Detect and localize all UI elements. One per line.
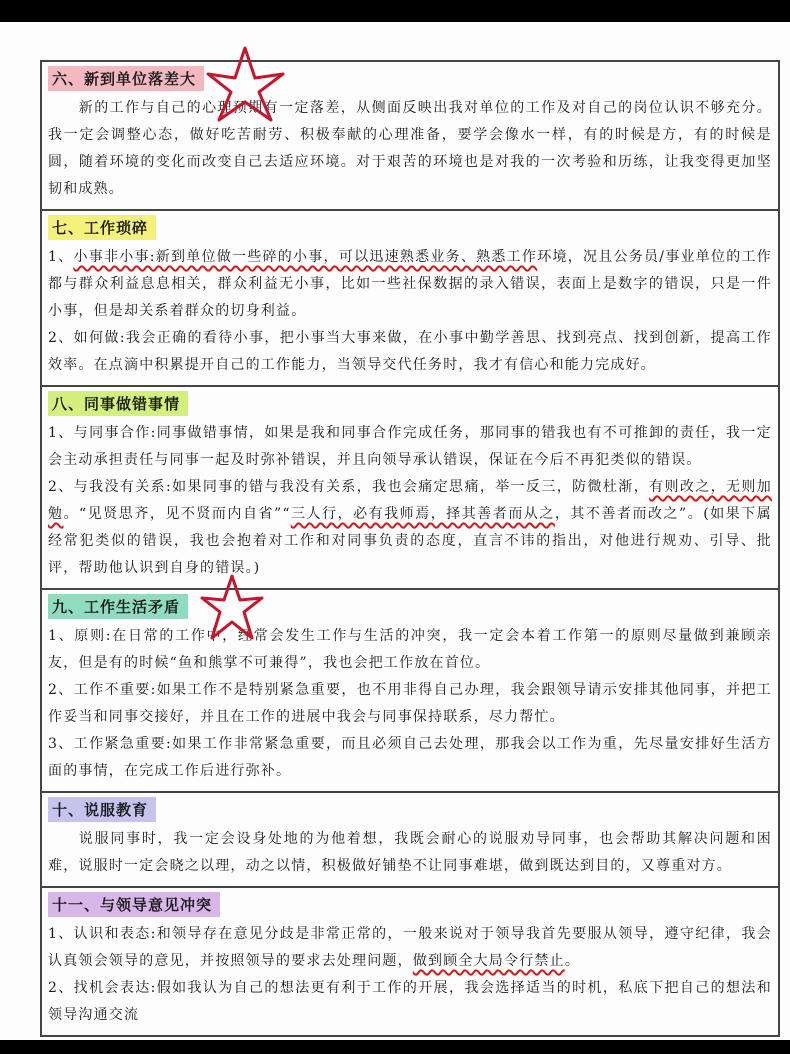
section-9-point-1: 1、原则:在日常的工作中，经常会发生工作与生活的冲突，我一定会本着工作第一的原则尽量做到兼顾亲友，但是有的时候“鱼和熊掌不可兼得”，我也会把工作放在首位。	[48, 628, 772, 671]
section-6-title: 六、新到单位落差大	[48, 66, 204, 91]
section-6	[40, 60, 780, 209]
section-9-point-3: 3、工作紧急重要:如果工作非常紧急重要，而且必须自己去处理，那我会以工作为重，先尽量安排好生活方面的事情，在完成工作后进行弥补。	[48, 736, 772, 779]
handwritten-underline: 小事非小事:新到单位做一些碎的小事，可以迅速熟悉业务、熟悉工作	[73, 249, 538, 265]
section-7-title: 七、工作琐碎	[48, 215, 156, 240]
section-7-point-1	[48, 244, 772, 325]
section-8-title: 八、同事做错事情	[48, 391, 188, 416]
section-7-point-2: 2、如何做:我会正确的看待小事，把小事当大事来做，在小事中勤学善思、找到亮点、找到创新，提高工作效率。在点滴中积累提开自己的工作能力，当领导交代任务时，我才有信心和能力完成好。	[48, 330, 772, 373]
bottom-black-bar	[0, 1040, 790, 1054]
section-10-title: 十、说服教育	[48, 797, 156, 822]
section-10	[40, 791, 780, 886]
section-9-title: 九、工作生活矛盾	[48, 594, 188, 619]
section-8-point-1: 1、与同事合作:同事做错事情，如果是我和同事合作完成任务，那同事的错我也有不可推卸的责任，我一定会主动承担责任与同事一起及时弥补错误，并且向领导承认错误，保证在今后不再犯类似的错误。	[48, 425, 772, 468]
section-11-point-2: 2、找机会表达:假如我认为自己的想法更有利于工作的开展，我会选择适当的时机，私底下把自己的想法和领导沟通交流	[48, 980, 772, 1023]
text-run: 。“见贤思齐，见不贤而内自省”“	[63, 506, 291, 522]
text-run: 。	[564, 953, 581, 969]
section-11-title: 十一、与领导意见冲突	[48, 892, 220, 917]
section-9-point-2: 2、工作不重要:如果工作不是特别紧急重要，也不用非得自己办理，我会跟领导请示安排其他同事，并把工作妥当和同事交接好，并且在工作的进展中我会与同事保持联系，尽力帮忙。	[48, 682, 772, 725]
section-8-point-2	[48, 474, 772, 582]
handwritten-underline: 做到顾全大局令行禁止	[412, 953, 565, 969]
handwritten-underline: 三人行，必有我师焉，择其善者而从之	[290, 506, 555, 522]
section-9	[40, 588, 780, 791]
section-6-body: 新的工作与自己的心理预期有一定落差，从侧面反映出我对单位的工作及对自己的岗位认识不够充分。我一定会调整心态，做好吃苦耐劳、积极奉献的心理准备，要学会像水一样，有的时候是方，有的时候是圆，随着环境的变化而改变自己去适应环境。对于艰苦的环境也是对我的一次考验和历练，让我变得更加坚韧和成熟。	[48, 100, 772, 197]
top-black-bar	[0, 0, 790, 22]
text-run: ，其不善者而改之”。(如果下属经常犯类似的错误，我也会抱着对工作和对同事负责的态度，直言不讳的指出，对他进行规劝、引导、批评，帮助他认识到自身的错误。)	[48, 506, 773, 576]
handwritten-underline: 有则改之，无则加勉	[48, 479, 772, 522]
text-run: 环境，况且公务员/事业单位的工作都与群众利益息息相关，群众利益无小事，比如一些社保数据的录入错误，表面上是数字的错误，只是一件小事，但是却关系着群众的切身利益。	[48, 249, 773, 319]
section-11	[40, 886, 780, 1037]
section-10-body: 说服同事时，我一定会设身处地的为他着想，我既会耐心的说服劝导同事，也会帮助其解决问题和困难，说服时一定会晓之以理，动之以情，积极做好铺垫不让同事难堪，做到既达到目的，又尊重对方。	[48, 831, 772, 874]
text-run: 2、与我没有关系:如果同事的错与我没有关系，我也会痛定思痛，举一反三，防微杜渐，	[48, 479, 650, 495]
section-11-point-1	[48, 921, 772, 975]
text-run: 1、认识和表态:和领导存在意见分歧是非常正常的，一般来说对于领导我首先要服从领导，遵守纪律，我会认真领会领导的意见，并按照领导的要求去处理问题，	[48, 926, 772, 969]
document-table	[40, 60, 780, 1037]
section-8	[40, 385, 780, 588]
text-run: 1、	[48, 249, 74, 265]
section-7	[40, 209, 780, 385]
